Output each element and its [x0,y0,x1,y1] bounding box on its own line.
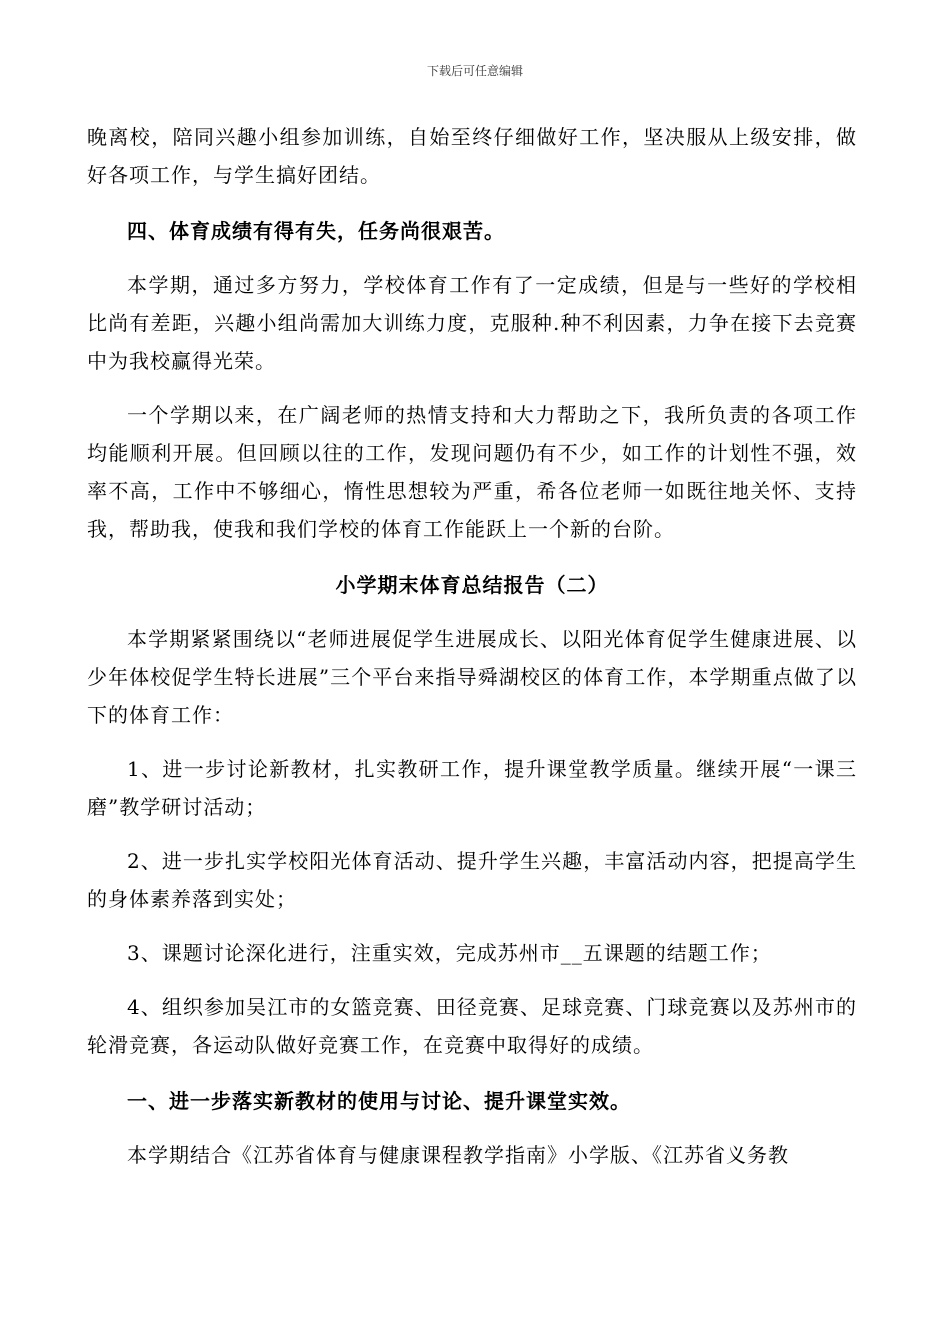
list-item-3: 3、课题讨论深化进行，注重实效，完成苏州市__五课题的结题工作； [127,941,772,965]
paragraph-reflection: 一个学期以来，在广阔老师的热情支持和大力帮助之下，我所负责的各项工作均能顺利开展。但回顾以往的工作，发现问题仍有不少，如工作的计划性不强，效率不高，工作中不够细心，惰性思想较为严重，希各位老师一如既往地关怀、支持我，帮助我，使我和我们学校的体育工作能跃上一个新的台阶。 [87,403,857,541]
paragraph-curriculum: 本学期结合《江苏省体育与健康课程教学指南》小学版、《江苏省义务教 [127,1143,789,1167]
list-item-2: 2、进一步扎实学校阳光体育活动、提升学生兴趣，丰富活动内容，把提高学生的身体素养落到实处； [87,849,857,911]
paragraph-achievements: 本学期，通过多方努力，学校体育工作有了一定成绩，但是与一些好的学校相比尚有差距，兴趣小组尚需加大训练力度，克服种.种不利因素，力争在接下去竞赛中为我校赢得光荣。 [87,273,857,373]
section-heading-4: 四、体育成绩有得有失，任务尚很艰苦。 [127,219,505,243]
report-title-2: 小学期末体育总结报告（二） [335,573,609,597]
page-header-note: 下载后可任意编辑 [426,64,523,78]
list-item-4: 4、组织参加吴江市的女篮竞赛、田径竞赛、足球竞赛、门球竞赛以及苏州市的轮滑竞赛，各运动队做好竞赛工作，在竞赛中取得好的成绩。 [87,995,857,1057]
paragraph-intro: 本学期紧紧围绕以“老师进展促学生进展成长、以阳光体育促学生健康进展、以少年体校促学生特长进展”三个平台来指导舜湖校区的体育工作，本学期重点做了以下的体育工作： [87,627,857,727]
section-heading-1: 一、进一步落实新教材的使用与讨论、提升课堂实效。 [127,1089,631,1113]
paragraph-continuation: 晚离校，陪同兴趣小组参加训练，自始至终仔细做好工作，坚决服从上级安排，做好各项工作，与学生搞好团结。 [87,125,857,187]
list-item-1: 1、进一步讨论新教材，扎实教研工作，提升课堂教学质量。继续开展“一课三磨”教学研讨活动； [87,757,857,819]
document-body [87,118,857,1174]
